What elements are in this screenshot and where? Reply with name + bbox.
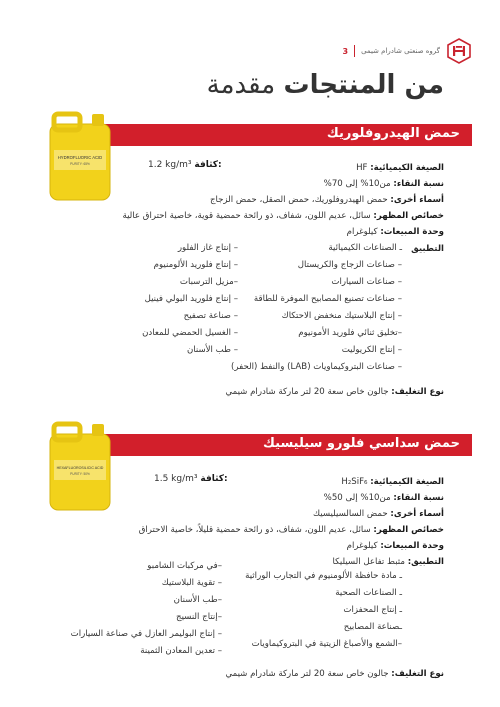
- list-item: – طب الأسنان: [186, 345, 238, 355]
- density-1: [148, 160, 222, 170]
- list-item: – تعدين المعادن الثمينة: [140, 646, 222, 656]
- product-name-2: حمض سداسي فلورو سيليسيك: [263, 436, 460, 451]
- list-item: –تخليق ثنائي فلوريد الأمونيوم: [298, 328, 402, 338]
- can-purity-2: PURITY: 50%: [70, 472, 90, 476]
- list-item: – إنتاج فلوريد الألومنيوم: [153, 260, 238, 270]
- appearance-line-1: خصائص المظهر: سائل، عديم اللون، شفاف، ذو رائحة حمضية قوية، خاصية احتراق عالية: [122, 211, 444, 221]
- list-item: –مزيل الترسبات: [179, 277, 238, 287]
- can-purity-1: PURITY: 65%: [70, 162, 90, 166]
- product-name-1: حمض الهيدروفلوريك: [326, 126, 460, 141]
- list-item: – صناعة تصفيح: [183, 311, 238, 321]
- purity-line-2: نسبة النقاء: من10% إلى 50%: [323, 493, 444, 503]
- packaging-line-2: نوع التغليف: جالون خاص سعة 20 لتر ماركة شادرام شيمي: [225, 669, 444, 679]
- page-title-bold: من المنتجات: [283, 70, 444, 100]
- page-title: [207, 70, 444, 100]
- other-names-line-2: أسماء أخرى: حمض السالسيليسيك: [313, 509, 444, 519]
- list-item: –إنتاج النسيج: [176, 612, 222, 622]
- unit-line-2: وحدة المبيعات: كيلوغرام: [346, 541, 444, 551]
- page-number: 3: [342, 46, 349, 56]
- jerrycan-image-1: [44, 110, 116, 202]
- formula-line-2: الصيغة الكيميائية: H₂SiF₆: [341, 477, 444, 487]
- jerrycan-image-2: [44, 420, 116, 512]
- company-logo-icon: [446, 38, 472, 64]
- density-label-1: كثافة:: [194, 160, 222, 170]
- list-item: – صناعات الزجاج والكريستال: [297, 260, 402, 270]
- density-2: [154, 474, 228, 484]
- packaging-line-1: نوع التغليف: جالون خاص سعة 20 لتر ماركة شادرام شيمي: [225, 387, 444, 397]
- appearance-line-2: خصائص المظهر: سائل، عديم اللون، شفاف، ذو رائحة حمضية قليلاً، خاصية الاحتراق: [138, 525, 444, 535]
- applications-right-1: [231, 240, 402, 376]
- can-label-2: HEXAFLUOROSILICIC ACID: [56, 466, 104, 470]
- applications-left-2: [71, 558, 222, 660]
- density-value-2: 1.5 kg/m³: [154, 474, 198, 484]
- list-item: ـصناعة المصابيح: [343, 622, 402, 632]
- unit-line-1: وحدة المبيعات: كيلوغرام: [346, 227, 444, 237]
- list-item: – الغسيل الحمضي للمعادن: [142, 328, 238, 338]
- list-item: ـ الصناعات الصحية: [335, 588, 402, 598]
- product-band-2: [80, 434, 472, 456]
- list-item: – تقوية البلاستيك: [161, 578, 222, 588]
- page-header: [342, 38, 472, 64]
- product-band-1: [80, 124, 472, 146]
- list-item: ـ الصناعات الكيميائية: [328, 243, 402, 253]
- density-label-2: كثافة:: [200, 474, 228, 484]
- list-item: –طب الأسنان: [173, 595, 222, 605]
- can-label-1: HYDROFLUORIC ACID: [57, 155, 103, 160]
- list-item: – إنتاج غاز الفلور: [177, 243, 238, 253]
- application-label-1: التطبيق: [411, 244, 444, 254]
- header-divider: [354, 45, 355, 57]
- list-item: ـ إنتاج المحفزات: [343, 605, 402, 615]
- list-item: – إنتاج البلاستيك منخفض الاحتكاك: [281, 311, 402, 321]
- company-name: گروه صنعتی شادرام شیمی: [361, 47, 440, 55]
- list-item: – إنتاج فلوريد البولي فينيل: [144, 294, 238, 304]
- list-item: – إنتاج الكريوليت: [341, 345, 402, 355]
- purity-line-1: نسبة النقاء: من10% إلى 70%: [323, 179, 444, 189]
- density-value-1: 1.2 kg/m³: [148, 160, 192, 170]
- application-line-2: التطبيق: مثبط تفاعل السيليكا: [332, 557, 444, 567]
- list-item: – صناعات السيارات: [331, 277, 402, 287]
- list-item: –الشمع والأصباغ الزيتية في البتروكيماويات: [251, 639, 402, 649]
- formula-line-1: الصيغة الكيميائية: HF: [356, 163, 444, 173]
- list-item: – إنتاج البوليمر العازل في صناعة السيارات: [70, 629, 222, 639]
- applications-right-2: [245, 568, 402, 653]
- list-item: –في مركبات الشامبو: [147, 561, 222, 571]
- other-names-line-1: أسماء أخرى: حمض الهيدروفلوريك، حمض الصقل، حمض الزجاج: [209, 195, 444, 205]
- list-item: ـ مادة حافظة الألومنيوم في التجارب الوراثية: [245, 571, 402, 581]
- list-item: – صناعات البتروكيماويات (LAB) والنفط (الحفر): [231, 362, 402, 372]
- page-title-light: مقدمة: [206, 70, 276, 100]
- list-item: – صناعات تصنيع المصابيح الموفرة للطاقة: [253, 294, 402, 304]
- applications-left-1: [142, 240, 238, 359]
